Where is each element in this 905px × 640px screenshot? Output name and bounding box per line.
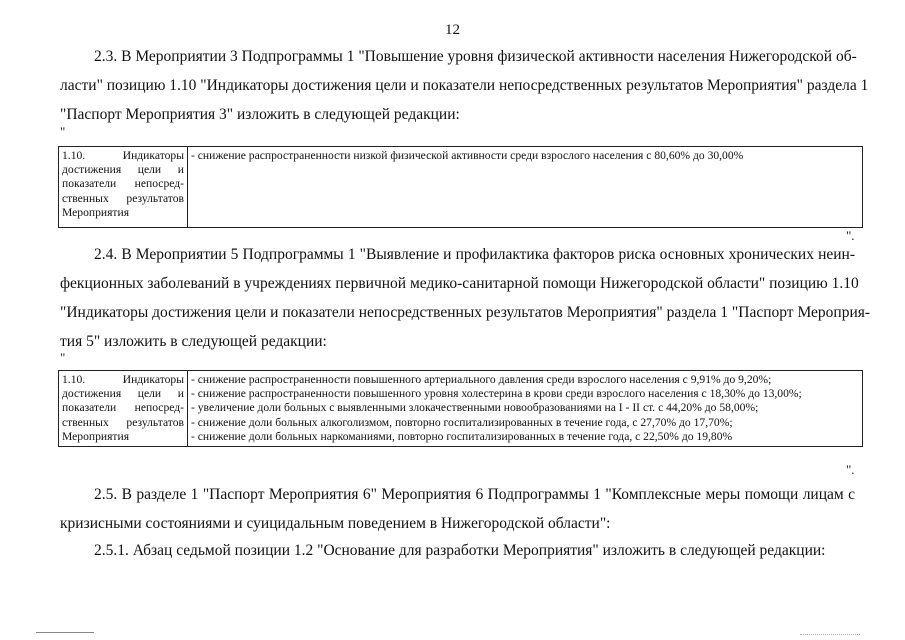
position-cell [59,371,188,447]
paragraph-line: 2.4. В Мероприятии 5 Подпрограммы 1 "Выявление и профилактика факторов риска основных хронических неин- [94,246,855,263]
indicators-table-2 [58,370,863,447]
page-number: 12 [445,22,460,38]
position-text: ственных результатов [62,191,184,205]
opening-quote: " [60,350,66,365]
position-text: Мероприятия [62,429,130,443]
closing-quote: ". [846,228,855,243]
footer-rule [800,634,860,635]
paragraph-line: 2.5. В разделе 1 "Паспорт Мероприятия 6" Мероприятия 6 Подпрограммы 1 "Комплексные меры помощи лицам с [94,486,855,503]
position-text: достижения цели и [62,387,184,401]
position-text: 1.10. Индикаторы [62,373,184,386]
paragraph-2-4 [60,240,871,356]
opening-quote: " [60,124,66,139]
paragraph-line: ласти" позицию 1.10 "Индикаторы достижения цели и показатели непосредственных результатов Мероприятия" раздела 1 [60,77,869,94]
paragraph-line: тия 5" изложить в следующей редакции: [60,333,327,350]
paragraph-line: "Индикаторы достижения цели и показатели непосредственных результатов Мероприятия" раздела 1 "Паспорт Мероприя- [60,304,871,321]
paragraph-line: кризисными состояниями и суицидальным поведением в Нижегородской области": [60,515,611,532]
indicators-cell [188,147,863,228]
indicator-item: - снижение распространенности низкой физической активности среди взрослого населения с 80,60% до 30,00% [191,149,744,162]
indicators-cell [188,371,863,447]
indicator-item: - снижение доли больных наркоманиями, повторно госпитализированных в течение года, с 22,50% до 19,80% [191,429,733,443]
position-text: показатели непосред- [62,401,184,415]
indicator-item: - снижение распространенности повышенного уровня холестерина в крови среди взрослого населения с 18,30% до 13,00%; [191,387,802,401]
indicator-item: - снижение распространенности повышенного артериального давления среди взрослого населения с 9,91% до 9,20%; [191,373,772,386]
position-text: достижения цели и [62,163,184,177]
paragraph-2-3 [60,42,869,129]
position-text: показатели непосред- [62,177,184,191]
paragraph-line: 2.5.1. Абзац седьмой позиции 1.2 "Основание для разработки Мероприятия" изложить в следующей редакции: [94,542,826,559]
position-text: 1.10. Индикаторы [62,149,184,162]
paragraph-line: фекционных заболеваний в учреждениях первичной медико-санитарной помощи Нижегородской области" позицию 1.10 [60,275,859,292]
position-cell [59,147,188,228]
indicators-table-1 [58,146,863,228]
closing-quote: ". [846,462,855,477]
footer-rule [36,632,94,633]
paragraph-2-5 [60,480,855,538]
indicator-item: - увеличение доли больных с выявленными злокачественными новообразованиями на I - II ст. с 44,20% до 58,00%; [191,401,759,415]
paragraph-2-5-1 [60,536,855,565]
position-text: Мероприятия [62,205,130,219]
position-text: ственных результатов [62,415,184,429]
paragraph-line: 2.3. В Мероприятии 3 Подпрограммы 1 "Повышение уровня физической активности населения Нижегородской об- [94,48,857,65]
indicator-item: - снижение доли больных алкоголизмом, повторно госпитализированных в течение года, с 27,70% до 17,70%; [191,415,733,429]
paragraph-line: "Паспорт Мероприятия 3" изложить в следующей редакции: [60,106,460,123]
